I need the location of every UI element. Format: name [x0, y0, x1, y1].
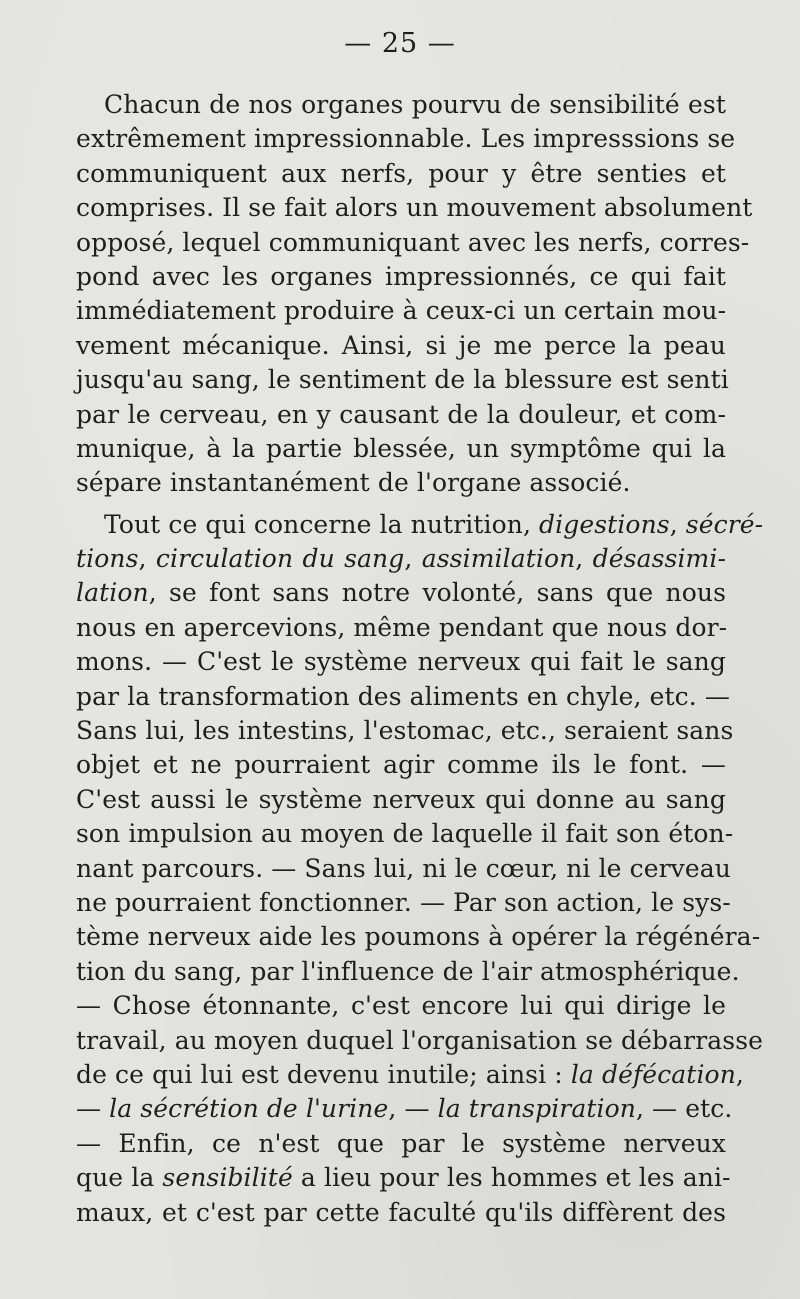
- text-line: [76, 363, 729, 397]
- text-line: [76, 398, 726, 432]
- text-segment: , —: [388, 1094, 438, 1124]
- text-segment: ,: [735, 1059, 744, 1089]
- text-segment: jusqu'au sang, le sentiment de la blessure est senti: [76, 365, 729, 395]
- italic-term: sensibilité: [162, 1163, 293, 1193]
- body-text: [76, 88, 764, 1230]
- text-segment: tème nerveux aide les poumons à opérer la régénéra-: [76, 922, 761, 952]
- text-line: [76, 1196, 726, 1230]
- italic-term: la sécrétion de l'urine: [109, 1094, 389, 1124]
- text-segment: travail, au moyen duquel l'organisation se débarrasse: [76, 1025, 764, 1055]
- text-segment: extrêmement impressionnable. Les impresssions se: [76, 124, 736, 154]
- text-segment: , se font sans notre volonté, sans que nous: [148, 578, 726, 608]
- text-segment: —: [76, 1094, 110, 1124]
- text-line: [76, 714, 734, 748]
- text-line: [76, 680, 730, 714]
- text-segment: Chacun de nos organes pourvu de sensibilité est: [104, 90, 726, 119]
- text-segment: sépare instantanément de l'organe associé.: [76, 468, 631, 498]
- text-line: [76, 191, 753, 225]
- text-segment: ne pourraient fonctionner. — Par son action, le sys-: [76, 887, 731, 917]
- italic-term: tions: [76, 544, 139, 574]
- text-line: [76, 817, 734, 851]
- text-line: [76, 1127, 726, 1161]
- text-line: [76, 989, 726, 1023]
- text-segment: — Chose étonnante, c'est encore lui qui dirige le: [76, 991, 726, 1021]
- italic-term: la transpiration: [437, 1094, 636, 1124]
- text-segment: ,: [575, 544, 593, 574]
- text-line: [76, 955, 740, 989]
- text-line: [76, 1161, 731, 1195]
- text-segment: immédiatement produire à ceux-ci un certain mou-: [76, 296, 727, 326]
- text-line: [76, 157, 726, 191]
- text-line: [76, 611, 726, 645]
- text-segment: Sans lui, les intestins, l'estomac, etc., seraient sans: [76, 716, 734, 746]
- text-line: [76, 783, 726, 817]
- text-segment: ,: [404, 544, 422, 574]
- text-segment: nous en apercevions, même pendant que nous dor-: [76, 612, 728, 642]
- italic-term: lation: [76, 578, 149, 608]
- text-segment: que la: [76, 1163, 163, 1193]
- text-line: [76, 576, 726, 610]
- page-number: — 25 —: [344, 28, 456, 59]
- text-line: [76, 122, 736, 156]
- text-segment: C'est aussi le système nerveux qui donne au sang: [76, 784, 726, 814]
- italic-term: sécré-: [685, 509, 764, 539]
- text-segment: a lieu pour les hommes et les ani-: [292, 1163, 731, 1193]
- text-line: [76, 852, 731, 886]
- text-segment: , — etc.: [635, 1094, 733, 1124]
- text-line: [76, 1058, 744, 1092]
- text-line: [76, 1092, 733, 1126]
- text-line: [76, 886, 731, 920]
- text-segment: maux, et c'est par cette faculté qu'ils diffèrent des: [76, 1197, 726, 1227]
- text-segment: ,: [138, 544, 156, 574]
- text-line: [76, 294, 726, 328]
- text-line: [76, 226, 750, 260]
- text-segment: objet et ne pourraient agir comme ils le font. —: [76, 750, 726, 780]
- text-segment: mons. — C'est le système nerveux qui fait le sang: [76, 647, 726, 677]
- text-line: [76, 432, 726, 466]
- text-segment: par le cerveau, en y causant de la douleur, et com-: [76, 399, 726, 429]
- italic-term: circulation du sang: [155, 544, 405, 574]
- text-segment: nant parcours. — Sans lui, ni le cœur, ni le cerveau: [76, 853, 731, 883]
- text-line: [76, 542, 726, 576]
- text-segment: vement mécanique. Ainsi, si je me perce la peau: [76, 330, 726, 360]
- text-segment: de ce qui lui est devenu inutile; ainsi :: [76, 1059, 571, 1089]
- text-line: [76, 920, 761, 954]
- text-line: [76, 260, 726, 294]
- text-segment: son impulsion au moyen de laquelle il fait son éton-: [76, 819, 734, 849]
- text-segment: pond avec les organes impressionnés, ce qui fait: [76, 261, 726, 291]
- text-segment: par la transformation des aliments en chyle, etc. —: [76, 681, 730, 711]
- italic-term: assimilation: [421, 544, 576, 574]
- text-line: [76, 748, 726, 782]
- text-segment: opposé, lequel communiquant avec les nerfs, corres-: [76, 227, 750, 257]
- text-segment: comprises. Il se fait alors un mouvement absolument: [76, 193, 753, 223]
- text-segment: communiquent aux nerfs, pour y être senties et: [76, 158, 726, 188]
- italic-term: digestions: [539, 509, 670, 539]
- text-line: [76, 329, 726, 363]
- text-line: [76, 1024, 764, 1058]
- text-line: [76, 645, 726, 679]
- text-segment: — Enfin, ce n'est que par le système nerveux: [76, 1128, 726, 1158]
- italic-term: la défécation: [570, 1059, 736, 1089]
- text-segment: ,: [669, 509, 686, 539]
- text-line: [76, 466, 726, 500]
- text-segment: Tout ce qui concerne la nutrition,: [104, 509, 540, 539]
- text-line: [76, 508, 764, 542]
- italic-term: désassimi-: [592, 544, 727, 574]
- text-segment: tion du sang, par l'influence de l'air atmosphérique.: [76, 956, 740, 986]
- text-line: [76, 88, 726, 122]
- text-segment: munique, à la partie blessée, un symptôme qui la: [76, 433, 726, 463]
